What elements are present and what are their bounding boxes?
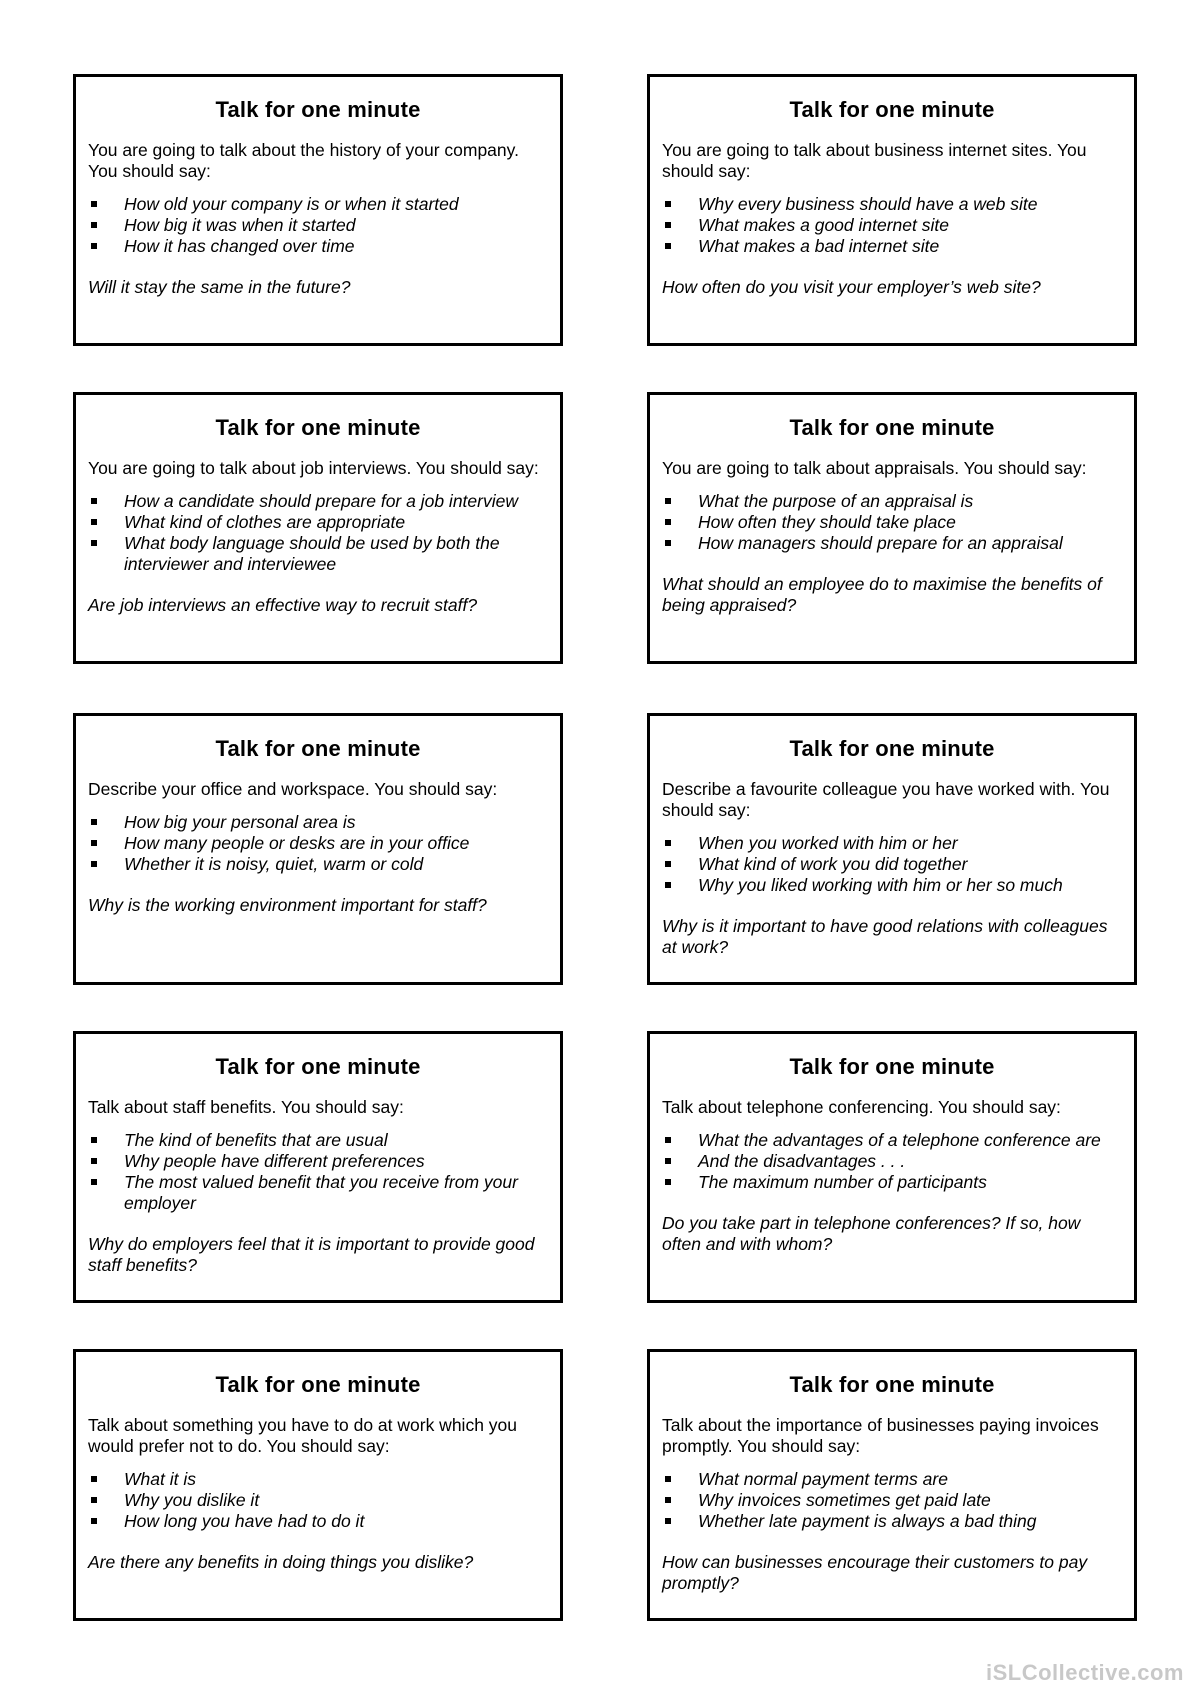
- bullet-item: What the purpose of an appraisal is: [662, 491, 1122, 512]
- bullet-item: How managers should prepare for an appraisal: [662, 533, 1122, 554]
- bullet-item: The kind of benefits that are usual: [88, 1130, 548, 1151]
- card-intro: You are going to talk about appraisals. You should say:: [662, 458, 1087, 478]
- card-bullets: [88, 812, 548, 875]
- card-1: [73, 74, 563, 346]
- card-6: [647, 713, 1137, 985]
- card-question: How can businesses encourage their customers to pay promptly?: [662, 1552, 1088, 1593]
- bullet-item: Why people have different preferences: [88, 1151, 548, 1172]
- card-title: Talk for one minute: [215, 97, 421, 122]
- card-8: [647, 1031, 1137, 1303]
- bullet-item: How many people or desks are in your office: [88, 833, 548, 854]
- card-question: Will it stay the same in the future?: [88, 277, 351, 297]
- card-intro: You are going to talk about job interviews. You should say:: [88, 458, 539, 478]
- card-title: Talk for one minute: [789, 97, 995, 122]
- bullet-item: How it has changed over time: [88, 236, 548, 257]
- card-bullets: [88, 194, 548, 257]
- bullet-item: What it is: [88, 1469, 548, 1490]
- card-intro: Describe a favourite colleague you have worked with. You should say:: [662, 779, 1110, 820]
- card-2: [647, 74, 1137, 346]
- card-intro: Talk about something you have to do at work which you would prefer not to do. You should say:: [88, 1415, 517, 1456]
- card-intro: You are going to talk about the history of your company. You should say:: [88, 140, 519, 181]
- card-intro: Describe your office and workspace. You should say:: [88, 779, 498, 799]
- card-question: Why is the working environment important for staff?: [88, 895, 487, 915]
- bullet-item: What kind of work you did together: [662, 854, 1122, 875]
- card-question: Are there any benefits in doing things you dislike?: [88, 1552, 474, 1572]
- bullet-item: Why every business should have a web site: [662, 194, 1122, 215]
- card-bullets: [88, 1469, 548, 1532]
- card-bullets: [88, 1130, 548, 1214]
- card-intro: Talk about the importance of businesses paying invoices promptly. You should say:: [662, 1415, 1099, 1456]
- card-question: Why is it important to have good relations with colleagues at work?: [662, 916, 1108, 957]
- card-intro: Talk about telephone conferencing. You should say:: [662, 1097, 1061, 1117]
- card-bullets: [662, 1130, 1122, 1193]
- card-bullets: [662, 833, 1122, 896]
- card-title: Talk for one minute: [215, 1054, 421, 1079]
- bullet-item: What the advantages of a telephone conference are: [662, 1130, 1122, 1151]
- card-7: [73, 1031, 563, 1303]
- card-bullets: [662, 491, 1122, 554]
- bullet-item: How long you have had to do it: [88, 1511, 548, 1532]
- bullet-item: Whether it is noisy, quiet, warm or cold: [88, 854, 548, 875]
- card-bullets: [662, 1469, 1122, 1532]
- card-question: Why do employers feel that it is important to provide good staff benefits?: [88, 1234, 535, 1275]
- bullet-item: What makes a bad internet site: [662, 236, 1122, 257]
- card-10: [647, 1349, 1137, 1621]
- card-question: How often do you visit your employer’s web site?: [662, 277, 1041, 297]
- bullet-item: What kind of clothes are appropriate: [88, 512, 548, 533]
- card-3: [73, 392, 563, 664]
- card-title: Talk for one minute: [215, 736, 421, 761]
- bullet-item: Why invoices sometimes get paid late: [662, 1490, 1122, 1511]
- card-title: Talk for one minute: [215, 415, 421, 440]
- card-title: Talk for one minute: [215, 1372, 421, 1397]
- card-bullets: [88, 491, 548, 575]
- bullet-item: The most valued benefit that you receive from your employer: [88, 1172, 548, 1214]
- bullet-item: How big your personal area is: [88, 812, 548, 833]
- bullet-item: And the disadvantages . . .: [662, 1151, 1122, 1172]
- bullet-item: Why you dislike it: [88, 1490, 548, 1511]
- card-9: [73, 1349, 563, 1621]
- card-title: Talk for one minute: [789, 415, 995, 440]
- card-bullets: [662, 194, 1122, 257]
- bullet-item: How often they should take place: [662, 512, 1122, 533]
- card-title: Talk for one minute: [789, 1372, 995, 1397]
- card-title: Talk for one minute: [789, 736, 995, 761]
- card-question: Do you take part in telephone conferences? If so, how often and with whom?: [662, 1213, 1081, 1254]
- bullet-item: What normal payment terms are: [662, 1469, 1122, 1490]
- card-title: Talk for one minute: [789, 1054, 995, 1079]
- bullet-item: The maximum number of participants: [662, 1172, 1122, 1193]
- watermark: iSLCollective.com: [985, 1660, 1184, 1685]
- bullet-item: How a candidate should prepare for a job interview: [88, 491, 548, 512]
- bullet-item: What body language should be used by both the interviewer and interviewee: [88, 533, 548, 575]
- card-question: Are job interviews an effective way to recruit staff?: [88, 595, 478, 615]
- bullet-item: What makes a good internet site: [662, 215, 1122, 236]
- bullet-item: How old your company is or when it started: [88, 194, 548, 215]
- card-5: [73, 713, 563, 985]
- bullet-item: When you worked with him or her: [662, 833, 1122, 854]
- bullet-item: Why you liked working with him or her so much: [662, 875, 1122, 896]
- bullet-item: How big it was when it started: [88, 215, 548, 236]
- card-intro: Talk about staff benefits. You should say:: [88, 1097, 404, 1117]
- card-4: [647, 392, 1137, 664]
- card-intro: You are going to talk about business internet sites. You should say:: [662, 140, 1087, 181]
- bullet-item: Whether late payment is always a bad thing: [662, 1511, 1122, 1532]
- card-question: What should an employee do to maximise the benefits of being appraised?: [662, 574, 1102, 615]
